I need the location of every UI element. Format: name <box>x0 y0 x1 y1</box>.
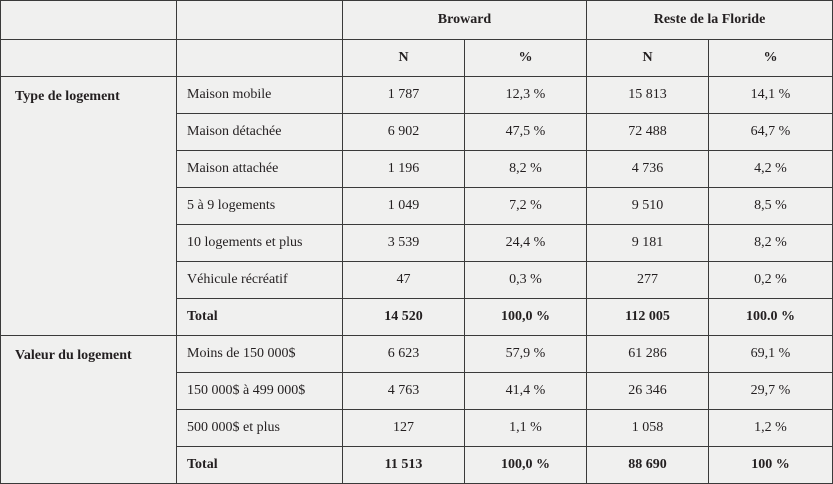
rest-n-cell: 15 813 <box>587 77 709 114</box>
broward-n-cell: 4 763 <box>343 373 465 410</box>
broward-pct-cell: 8,2 % <box>465 151 587 188</box>
category-cell: Type de logement <box>1 77 177 336</box>
row-label: 5 à 9 logements <box>177 188 343 225</box>
rest-pct-cell: 29,7 % <box>709 373 833 410</box>
rest-pct-cell: 0,2 % <box>709 262 833 299</box>
rest-pct-cell: 14,1 % <box>709 77 833 114</box>
rest-n-cell: 88 690 <box>587 447 709 484</box>
rest-n-cell: 9 510 <box>587 188 709 225</box>
broward-pct-cell: 24,4 % <box>465 225 587 262</box>
row-label: 10 logements et plus <box>177 225 343 262</box>
broward-n-cell: 1 787 <box>343 77 465 114</box>
broward-n-cell: 1 049 <box>343 188 465 225</box>
broward-header: Broward <box>343 1 587 40</box>
label-header-cell <box>177 40 343 77</box>
broward-pct-cell: 100,0 % <box>465 299 587 336</box>
rest-pct-cell: 100 % <box>709 447 833 484</box>
broward-n-cell: 3 539 <box>343 225 465 262</box>
corner-cell <box>1 40 177 77</box>
broward-n-cell: 6 623 <box>343 336 465 373</box>
broward-n-cell: 6 902 <box>343 114 465 151</box>
rest-n-cell: 9 181 <box>587 225 709 262</box>
rest-pct-cell: 8,5 % <box>709 188 833 225</box>
rest-pct-cell: 69,1 % <box>709 336 833 373</box>
broward-pct-cell: 7,2 % <box>465 188 587 225</box>
rest-pct-cell: 8,2 % <box>709 225 833 262</box>
broward-n-cell: 14 520 <box>343 299 465 336</box>
broward-n-cell: 47 <box>343 262 465 299</box>
rest-n-cell: 1 058 <box>587 410 709 447</box>
table-body <box>1 77 833 484</box>
broward-n-cell: 11 513 <box>343 447 465 484</box>
row-label: Moins de 150 000$ <box>177 336 343 373</box>
row-label: Total <box>177 299 343 336</box>
broward-pct-cell: 41,4 % <box>465 373 587 410</box>
broward-pct-cell: 0,3 % <box>465 262 587 299</box>
broward-n-cell: 1 196 <box>343 151 465 188</box>
broward-pct-header: % <box>465 40 587 77</box>
rest-n-cell: 112 005 <box>587 299 709 336</box>
rest-n-cell: 26 346 <box>587 373 709 410</box>
table-row <box>1 336 833 373</box>
rest-n-header: N <box>587 40 709 77</box>
broward-n-cell: 127 <box>343 410 465 447</box>
rest-pct-header: % <box>709 40 833 77</box>
rest-pct-cell: 1,2 % <box>709 410 833 447</box>
rest-n-cell: 277 <box>587 262 709 299</box>
rest-n-cell: 61 286 <box>587 336 709 373</box>
row-label: 500 000$ et plus <box>177 410 343 447</box>
rest-of-florida-header: Reste de la Floride <box>587 1 833 40</box>
rest-pct-cell: 4,2 % <box>709 151 833 188</box>
corner-cell <box>1 1 177 40</box>
rest-n-cell: 4 736 <box>587 151 709 188</box>
row-label: Véhicule récréatif <box>177 262 343 299</box>
broward-pct-cell: 12,3 % <box>465 77 587 114</box>
row-label: 150 000$ à 499 000$ <box>177 373 343 410</box>
broward-pct-cell: 47,5 % <box>465 114 587 151</box>
label-header-cell <box>177 1 343 40</box>
broward-pct-cell: 1,1 % <box>465 410 587 447</box>
table-row <box>1 77 833 114</box>
row-label: Maison attachée <box>177 151 343 188</box>
rest-pct-cell: 100.0 % <box>709 299 833 336</box>
row-label: Total <box>177 447 343 484</box>
broward-n-header: N <box>343 40 465 77</box>
rest-n-cell: 72 488 <box>587 114 709 151</box>
broward-pct-cell: 57,9 % <box>465 336 587 373</box>
broward-pct-cell: 100,0 % <box>465 447 587 484</box>
row-label: Maison détachée <box>177 114 343 151</box>
row-label: Maison mobile <box>177 77 343 114</box>
category-cell: Valeur du logement <box>1 336 177 484</box>
rest-pct-cell: 64,7 % <box>709 114 833 151</box>
